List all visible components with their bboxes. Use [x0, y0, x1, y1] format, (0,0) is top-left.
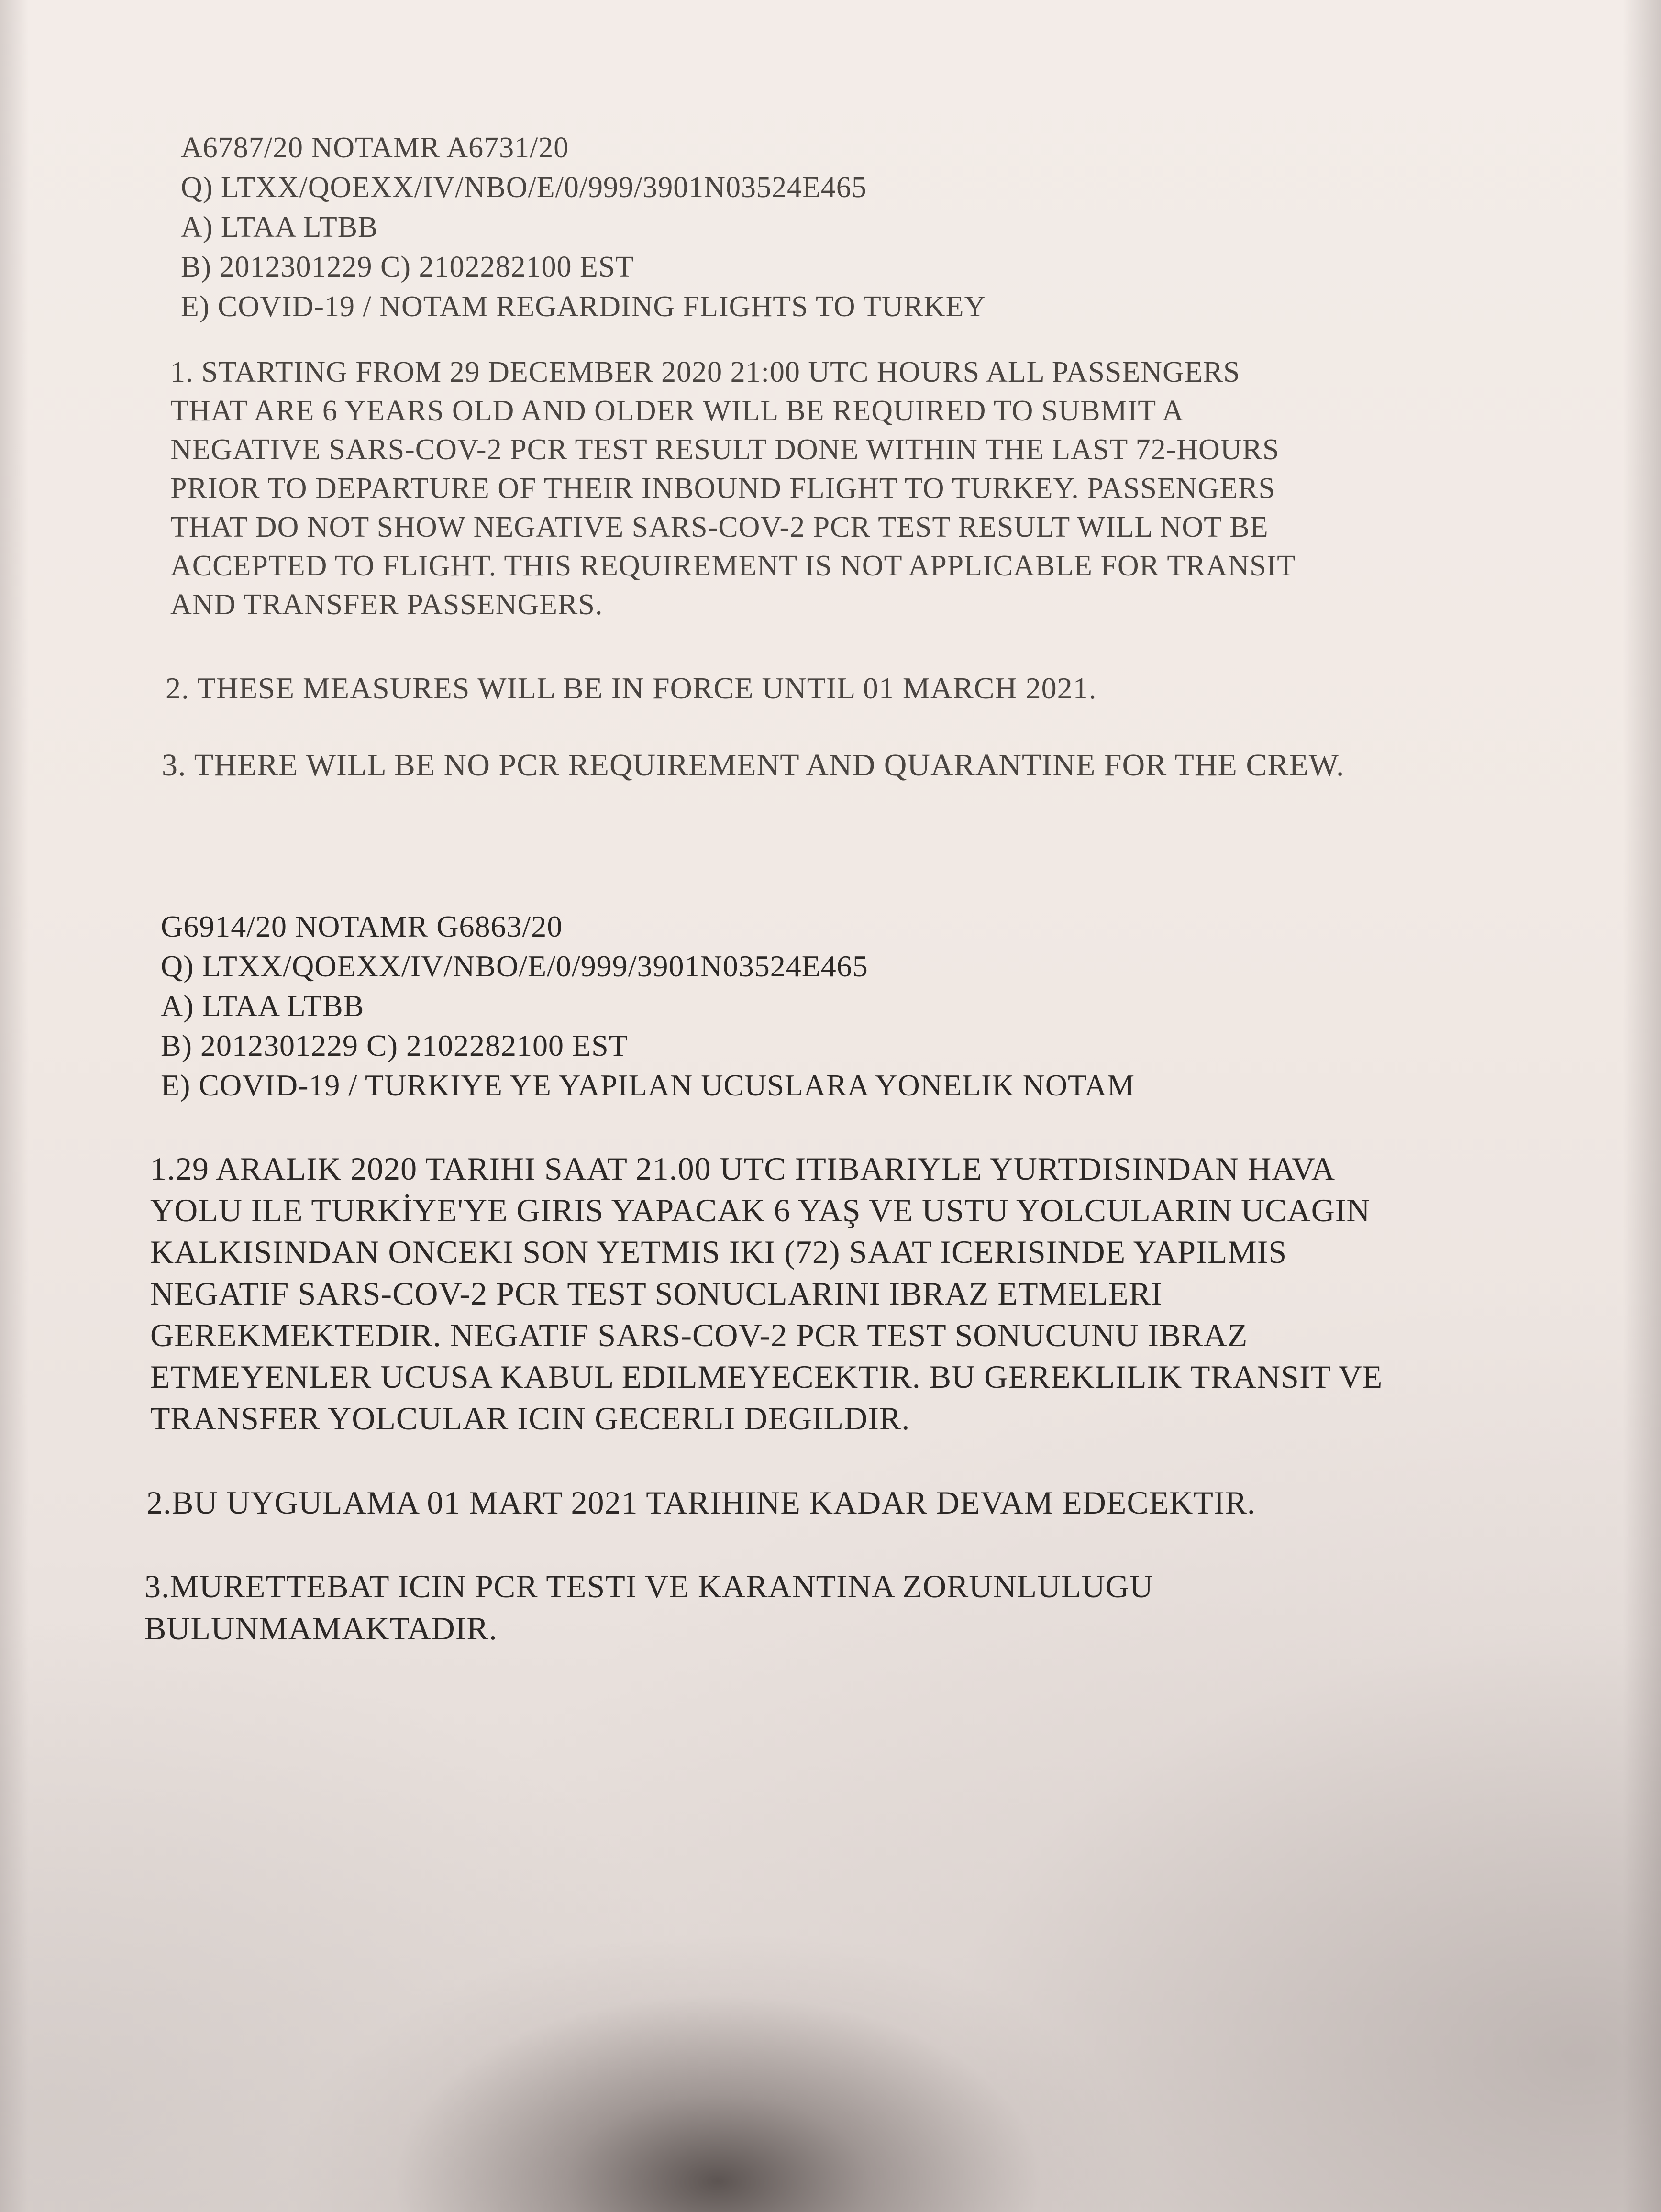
- paper-edge-shadow-right: [1623, 0, 1661, 2212]
- notam-en-item-1-line: ACCEPTED TO FLIGHT. THIS REQUIREMENT IS NOT APPLICABLE FOR TRANSIT: [170, 550, 1296, 582]
- notam-en-item-2-line: 2. THESE MEASURES WILL BE IN FORCE UNTIL 01 MARCH 2021.: [166, 671, 1097, 705]
- notam-tr-item-3-line: BULUNMAMAKTADIR.: [144, 1610, 498, 1647]
- notam-tr-item-1-line: GEREKMEKTEDIR. NEGATIF SARS-COV-2 PCR TEST SONUCUNU IBRAZ: [150, 1317, 1248, 1353]
- notam-en-item-1-line: 1. STARTING FROM 29 DECEMBER 2020 21:00 UTC HOURS ALL PASSENGERS: [170, 356, 1240, 388]
- notam-tr-b-c-line: B) 2012301229 C) 2102282100 EST: [161, 1029, 628, 1062]
- notam-tr-item-1-line: KALKISINDAN ONCEKI SON YETMIS IKI (72) SAAT ICERISINDE YAPILMIS: [150, 1234, 1287, 1270]
- notam-en-a-line: A) LTAA LTBB: [181, 211, 378, 243]
- notam-en-item-1-line: NEGATIVE SARS-COV-2 PCR TEST RESULT DONE WITHIN THE LAST 72-HOURS: [170, 433, 1280, 466]
- notam-en-item-1-line: AND TRANSFER PASSENGERS.: [170, 588, 603, 621]
- notam-en-q-line: Q) LTXX/QOEXX/IV/NBO/E/0/999/3901N03524E465: [181, 171, 867, 204]
- notam-en-item-2: [166, 669, 1097, 708]
- notam-en-item-3-line: 3. THERE WILL BE NO PCR REQUIREMENT AND QUARANTINE FOR THE CREW.: [162, 748, 1345, 783]
- notam-tr-item-1-line: TRANSFER YOLCULAR ICIN GECERLI DEGILDIR.: [150, 1400, 910, 1437]
- notam-tr-item-1-line: 1.29 ARALIK 2020 TARIHI SAAT 21.00 UTC ITIBARIYLE YURTDISINDAN HAVA: [150, 1150, 1336, 1187]
- notam-tr-item-1: [150, 1148, 1383, 1439]
- notam-en-id-line: A6787/20 NOTAMR A6731/20: [181, 132, 569, 164]
- notam-en-item-1-line: THAT ARE 6 YEARS OLD AND OLDER WILL BE REQUIRED TO SUBMIT A: [170, 395, 1184, 427]
- notam-en-item-3: [162, 745, 1344, 785]
- notam-tr-item-1-line: ETMEYENLER UCUSA KABUL EDILMEYECEKTIR. BU GEREKLILIK TRANSIT VE: [150, 1359, 1383, 1395]
- notam-tr-a-line: A) LTAA LTBB: [161, 989, 365, 1023]
- notam-tr-q-line: Q) LTXX/QOEXX/IV/NBO/E/0/999/3901N03524E465: [161, 949, 868, 983]
- notam-en-item-1-line: PRIOR TO DEPARTURE OF THEIR INBOUND FLIGHT TO TURKEY. PASSENGERS: [170, 472, 1275, 505]
- notam-tr-item-3-line: 3.MURETTEBAT ICIN PCR TESTI VE KARANTINA ZORUNLULUGU: [144, 1568, 1153, 1604]
- paper-edge-shadow-left: [0, 0, 29, 2212]
- notam-tr-e-line: E) COVID-19 / TURKIYE YE YAPILAN UCUSLARA YONELIK NOTAM: [161, 1068, 1135, 1102]
- notam-tr-item-2: [146, 1482, 1256, 1523]
- notam-tr-id-line: G6914/20 NOTAMR G6863/20: [161, 909, 563, 943]
- notam-en-e-line: E) COVID-19 / NOTAM REGARDING FLIGHTS TO TURKEY: [181, 290, 986, 323]
- notam-tr-item-1-line: YOLU ILE TURKİYE'YE GIRIS YAPACAK 6 YAŞ VE USTU YOLCULARIN UCAGIN: [150, 1192, 1371, 1228]
- notam-en-b-c-line: B) 2012301229 C) 2102282100 EST: [181, 251, 634, 283]
- notam-en-item-1: [170, 353, 1296, 624]
- notam-tr-item-3: [144, 1565, 1153, 1649]
- notam-tr-item-2-line: 2.BU UYGULAMA 01 MART 2021 TARIHINE KADAR DEVAM EDECEKTIR.: [146, 1484, 1256, 1521]
- notam-tr-item-1-line: NEGATIF SARS-COV-2 PCR TEST SONUCLARINI IBRAZ ETMELERI: [150, 1275, 1163, 1312]
- notam-tr-header: [161, 907, 1135, 1105]
- notam-en-header: [181, 128, 986, 327]
- notam-en-item-1-line: THAT DO NOT SHOW NEGATIVE SARS-COV-2 PCR TEST RESULT WILL NOT BE: [170, 511, 1269, 543]
